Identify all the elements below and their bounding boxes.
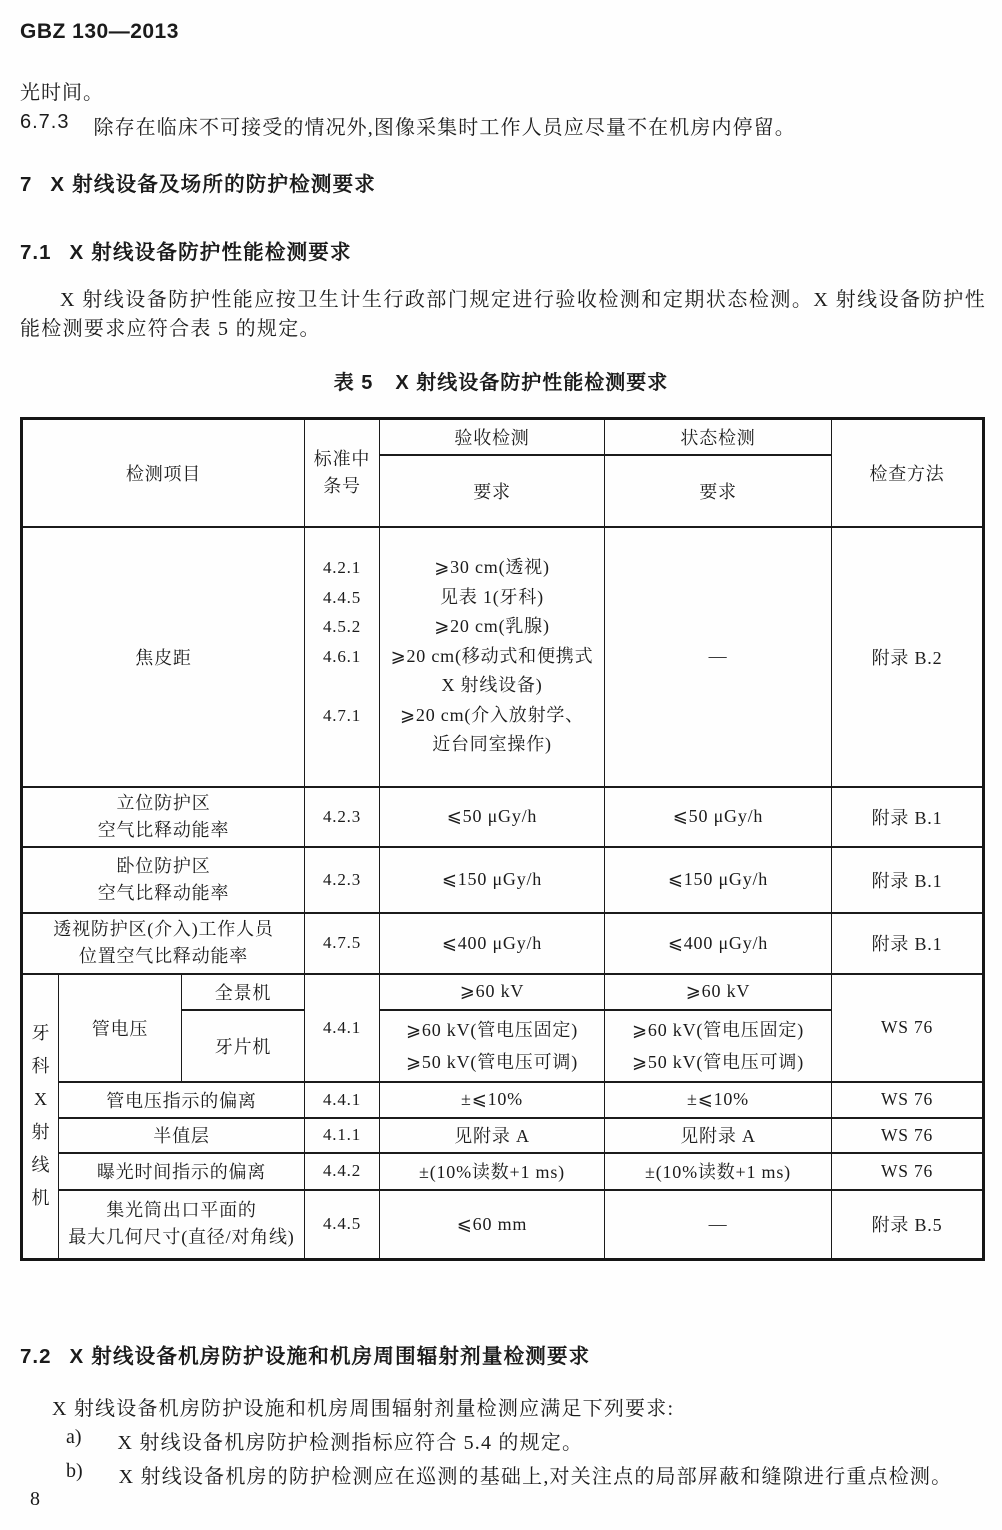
cell-line: 见表 1(牙科) (440, 586, 544, 607)
section-7-number: 7 (20, 173, 33, 196)
table-caption-label: 表 5 (333, 372, 374, 394)
list-item-b-text: X 射线设备机房的防护检测应在巡测的基础上,对关注点的局部屏蔽和缝隙进行重点检测。 (118, 1466, 953, 1488)
table-row (22, 1190, 984, 1260)
section-7-1-number: 7.1 (20, 241, 52, 264)
cell-line: 空气比释动能率 (97, 882, 230, 903)
cell-method-voltage-deviation: WS 76 (832, 1082, 984, 1118)
clause-number: 6.7.3 (20, 111, 70, 133)
paragraph-7-2: X 射线设备机房防护设施和机房周围辐射剂量检测应满足下列要求: (52, 1398, 675, 1420)
cell-status-collimator: — (605, 1190, 832, 1260)
list-item-b-label: b) (66, 1460, 83, 1482)
cell-method-lying: 附录 B.1 (832, 847, 984, 913)
cell-line: ⩾20 cm(介入放射学、 (400, 704, 584, 725)
cell-line: ⩾20 cm(移动式和便携式 (390, 645, 594, 666)
cell-method-focal-skin: 附录 B.2 (832, 527, 984, 787)
cell-status-panoramic: ⩾60 kV (605, 974, 832, 1010)
cell-line: 空气比释动能率 (97, 819, 230, 840)
clause-text: 除存在临床不可接受的情况外,图像采集时工作人员应尽量不在机房内停留。 (93, 117, 796, 139)
cell-item-tube-voltage: 管电压 (59, 974, 182, 1082)
header-clause-line2: 条号 (323, 475, 361, 496)
header-clause-line1: 标准中 (313, 448, 371, 469)
section-7-heading (20, 167, 376, 197)
cell-line: 位置空气比释动能率 (78, 946, 249, 966)
header-cell-acceptance: 验收检测 (380, 419, 605, 455)
cell-clauses-focal-skin (305, 527, 380, 787)
cell-dental-group-label (22, 974, 59, 1260)
table-5 (20, 417, 985, 1261)
acceptance-lines (380, 553, 604, 760)
table-row (22, 847, 984, 913)
page-number: 8 (30, 1488, 40, 1510)
cell-item-fluoro (22, 913, 305, 974)
cell-acceptance-focal-skin (380, 527, 605, 787)
header-cell-status: 状态检测 (605, 419, 832, 455)
table-row (22, 913, 984, 974)
item-lines (59, 1197, 304, 1251)
section-7-1-heading (20, 235, 352, 265)
cell-acceptance-intraoral (380, 1010, 605, 1082)
cell-method-collimator: 附录 B.5 (832, 1190, 984, 1260)
cell-status-half-value: 见附录 A (605, 1118, 832, 1153)
cell-acceptance-lying: ⩽150 μGy/h (380, 847, 605, 913)
list-item-a-text: X 射线设备机房防护检测指标应符合 5.4 的规定。 (117, 1432, 584, 1454)
table-row (22, 787, 984, 847)
cell-sub-intraoral: 牙片机 (182, 1010, 305, 1082)
cell-line: ⩾50 kV(管电压可调) (406, 1051, 578, 1072)
cell-line: 立位防护区 (116, 792, 211, 813)
clause-6-7-3 (20, 111, 796, 140)
cell-acceptance-panoramic: ⩾60 kV (380, 974, 605, 1010)
cell-clause-tube-voltage: 4.4.1 (305, 974, 380, 1082)
table-row (22, 1153, 984, 1190)
cell-line: 最大几何尺寸(直径/对角线) (68, 1227, 295, 1248)
cell-method-standing: 附录 B.1 (832, 787, 984, 847)
cell-item-standing (22, 787, 305, 847)
table-row (22, 419, 984, 455)
table-row (22, 1118, 984, 1153)
cell-item-exposure-time: 曝光时间指示的偏离 (59, 1153, 305, 1190)
cell-line: 4.4.5 (323, 587, 361, 607)
cell-item-lying (22, 847, 305, 913)
header-cell-clause (305, 419, 380, 527)
list-item-b (66, 1460, 952, 1489)
cell-status-intraoral (605, 1010, 832, 1082)
doc-code: GBZ 130—2013 (20, 20, 179, 43)
cell-clause-fluoro: 4.7.5 (305, 913, 380, 974)
clause-lines (305, 553, 379, 760)
table-row (22, 527, 984, 787)
item-lines (23, 916, 304, 970)
item-lines (23, 790, 304, 844)
cell-status-fluoro: ⩽400 μGy/h (605, 913, 832, 974)
cell-line (305, 730, 379, 760)
table-row (22, 974, 984, 1010)
cell-item-collimator (59, 1190, 305, 1260)
cell-clause-standing: 4.2.3 (305, 787, 380, 847)
cell-clause-voltage-deviation: 4.4.1 (305, 1082, 380, 1118)
cell-line: 透视防护区(介入)工作人员 (53, 919, 274, 939)
cell-line: ⩾20 cm(乳腺) (434, 616, 550, 637)
cell-method-fluoro: 附录 B.1 (832, 913, 984, 974)
cell-line: 近台同室操作) (432, 734, 552, 755)
table-caption-title: X 射线设备防护性能检测要求 (395, 372, 669, 394)
cell-line: 4.5.2 (323, 617, 361, 637)
section-7-title: X 射线设备及场所的防护检测要求 (50, 173, 376, 196)
cell-item-half-value: 半值层 (59, 1118, 305, 1153)
cell-acceptance-voltage-deviation: ±⩽10% (380, 1082, 605, 1118)
cell-method-exposure-time: WS 76 (832, 1153, 984, 1190)
cell-line: 4.6.1 (323, 646, 361, 666)
section-7-1-title: X 射线设备防护性能检测要求 (69, 241, 352, 264)
header-cell-method: 检查方法 (832, 419, 984, 527)
cell-sub-panoramic: 全景机 (182, 974, 305, 1010)
status-lines (605, 1014, 831, 1078)
cell-acceptance-fluoro: ⩽400 μGy/h (380, 913, 605, 974)
table-row (22, 1082, 984, 1118)
cell-acceptance-standing: ⩽50 μGy/h (380, 787, 605, 847)
cell-line: ⩾60 kV(管电压固定) (632, 1019, 804, 1040)
cell-status-voltage-deviation: ±⩽10% (605, 1082, 832, 1118)
cell-line: ⩾50 kV(管电压可调) (632, 1051, 804, 1072)
paragraph-7-1: X 射线设备防护性能应按卫生计生行政部门规定进行验收检测和定期状态检测。X 射线设备防护性能检测要求应符合表 5 的规定。 (20, 289, 986, 340)
cell-item-focal-skin: 焦皮距 (22, 527, 305, 787)
cell-status-exposure-time: ±(10%读数+1 ms) (605, 1153, 832, 1190)
cell-line: X 射线设备) (441, 675, 543, 696)
list-item-a-label: a) (66, 1426, 82, 1448)
cell-item-voltage-deviation: 管电压指示的偏离 (59, 1082, 305, 1118)
dental-vertical-label: 牙科X射线机 (31, 1023, 50, 1209)
cell-clause-half-value: 4.1.1 (305, 1118, 380, 1153)
section-7-2-title: X 射线设备机房防护设施和机房周围辐射剂量检测要求 (69, 1345, 591, 1368)
cell-line: ⩾30 cm(透视) (434, 557, 550, 578)
acceptance-lines (380, 1014, 604, 1078)
cell-line: ⩾60 kV(管电压固定) (406, 1019, 578, 1040)
table-caption (0, 366, 1002, 395)
cell-method-half-value: WS 76 (832, 1118, 984, 1153)
header-clause-lines (305, 446, 379, 500)
cell-acceptance-exposure-time: ±(10%读数+1 ms) (380, 1153, 605, 1190)
cell-line: 卧位防护区 (116, 855, 211, 876)
section-7-2-heading (20, 1339, 590, 1369)
list-item-a (66, 1426, 583, 1455)
cell-acceptance-half-value: 见附录 A (380, 1118, 605, 1153)
cell-clause-exposure-time: 4.4.2 (305, 1153, 380, 1190)
header-cell-status-requirement: 要求 (605, 455, 832, 527)
cell-method-tube-voltage: WS 76 (832, 974, 984, 1082)
section-7-2-number: 7.2 (20, 1345, 52, 1368)
cell-status-lying: ⩽150 μGy/h (605, 847, 832, 913)
item-lines (23, 853, 304, 907)
carryover-text: 光时间。 (20, 82, 104, 104)
cell-line: 4.2.1 (323, 558, 361, 578)
cell-status-standing: ⩽50 μGy/h (605, 787, 832, 847)
cell-line (305, 671, 379, 701)
cell-status-focal-skin: — (605, 527, 832, 787)
header-cell-acceptance-requirement: 要求 (380, 455, 605, 527)
cell-line: 4.7.1 (323, 705, 361, 725)
cell-clause-collimator: 4.4.5 (305, 1190, 380, 1260)
cell-line: 集光筒出口平面的 (106, 1200, 257, 1221)
cell-acceptance-collimator: ⩽60 mm (380, 1190, 605, 1260)
cell-clause-lying: 4.2.3 (305, 847, 380, 913)
header-cell-item: 检测项目 (22, 419, 305, 527)
